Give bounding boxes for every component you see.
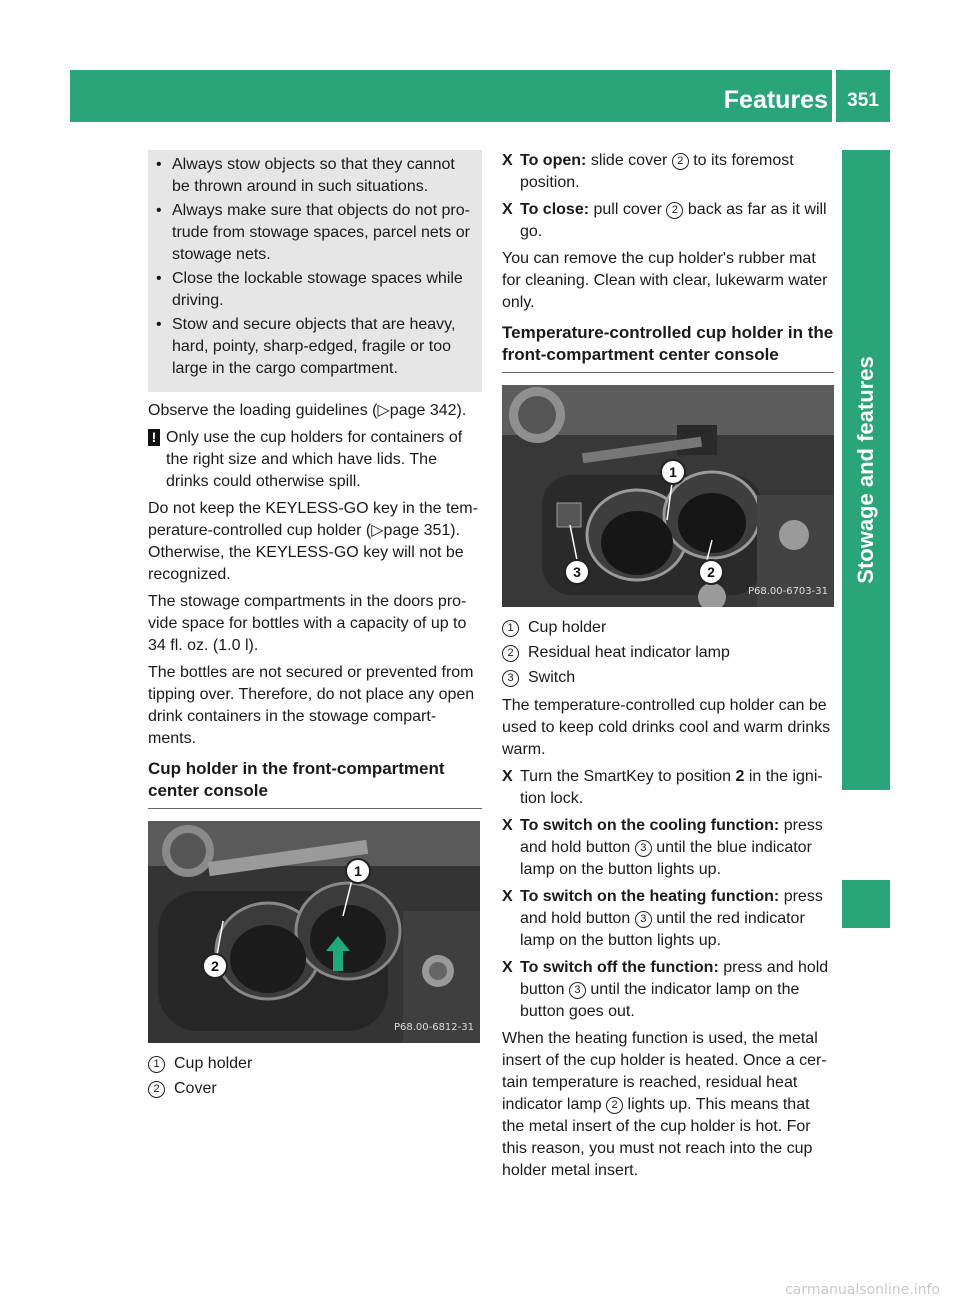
- right-column: [502, 150, 834, 1187]
- step-arrow-icon: X: [502, 768, 513, 785]
- legend-item: 1 Cup holder: [148, 1053, 482, 1075]
- warning-list: [156, 154, 474, 380]
- step-arrow-icon: X: [502, 959, 513, 976]
- page-ref-link[interactable]: page 342: [389, 402, 457, 419]
- chapter-tab-label-wrap: [842, 150, 890, 790]
- chapter-marker: [842, 880, 890, 928]
- watermark: carmanualsonline.info: [785, 1282, 940, 1298]
- legend-item: 3 Switch: [502, 667, 834, 689]
- legend-item: 1 Cup holder: [502, 617, 834, 639]
- cup-holder-photo: [148, 821, 480, 1043]
- page-ref-arrow-icon: ▷: [377, 402, 390, 419]
- heating-warning-text: When the heating function is used, the metal insert of the cup holder is heated. Once a cer- tain temperature is reached, residual heat indicator lamp 2 lights up. This means that the metal insert of the cup holder is hot. For this reason, you must not reach into the cup holder metal insert.: [502, 1030, 827, 1179]
- step-cooling: X To switch on the cooling function: press and hold button 3 until the blue indicator lamp on the button lights up.: [502, 817, 823, 878]
- section-heading: Temperature-controlled cup holder in the front-compartment center console: [502, 322, 834, 373]
- chapter-tab-label: Stowage and features: [853, 356, 878, 584]
- section-title: Features: [723, 86, 828, 114]
- step-switch-off: X To switch off the function: press and hold button 3 until the indicator lamp on the button goes out.: [502, 959, 829, 1020]
- step-arrow-icon: X: [502, 888, 513, 905]
- step-arrow-icon: X: [502, 817, 513, 834]
- step-close: X To close: pull cover 2 back as far as it will go.: [502, 201, 827, 240]
- step-arrow-icon: X: [502, 152, 513, 169]
- temperature-cup-holder-photo: [502, 385, 834, 607]
- callout-3: 3: [564, 559, 590, 585]
- callout-1: 1: [660, 459, 686, 485]
- callout-2: 2: [202, 953, 228, 979]
- warning-item: • Always make sure that objects do not pro- trude from stowage spaces, parcel nets or stowage nets.: [156, 202, 470, 263]
- rubber-mat-text: You can remove the cup holder's rubber mat for cleaning. Clean with clear, lukewarm water only.: [502, 250, 828, 311]
- left-column: [148, 150, 482, 1103]
- image-code: P68.00-6812-31: [393, 1022, 474, 1033]
- callout-1: 1: [345, 858, 371, 884]
- temperature-intro-text: The temperature-controlled cup holder can be used to keep cold drinks cool and warm drinks warm.: [502, 697, 831, 758]
- page-number: 351: [847, 90, 879, 111]
- legend-item: 2 Cover: [148, 1078, 482, 1100]
- step-heating: X To switch on the heating function: press and hold button 3 until the red indicator lamp on the button lights up.: [502, 888, 823, 949]
- warning-item: • Stow and secure objects that are heavy, hard, pointy, sharp-edged, fragile or too large in the cargo compartment.: [156, 316, 456, 377]
- warning-item: • Close the lockable stowage spaces while driving.: [156, 270, 463, 309]
- step-open: X To open: slide cover 2 to its foremost position.: [502, 152, 794, 191]
- bottles-text: The bottles are not secured or prevented from tipping over. Therefore, do not place any open drink containers in the stowage compart- ments.: [148, 664, 475, 747]
- step-arrow-icon: X: [502, 201, 513, 218]
- loading-guidelines-text: Observe the loading guidelines (▷page 342).: [148, 402, 467, 419]
- warning-box: [148, 150, 482, 392]
- exclamation-icon: !: [148, 429, 160, 446]
- keyless-go-text: Do not keep the KEYLESS-GO key in the tem- perature-controlled cup holder (▷page 351). Otherwise, the KEYLESS-GO key will not be recognized.: [148, 500, 478, 583]
- page-ref-link[interactable]: page 351: [383, 522, 451, 539]
- legend-item: 2 Residual heat indicator lamp: [502, 642, 834, 664]
- step-smartkey: X Turn the SmartKey to position 2 in the igni- tion lock.: [502, 768, 823, 807]
- warning-item: • Always stow objects so that they cannot be thrown around in such situations.: [156, 156, 455, 195]
- section-heading: Cup holder in the front-compartment center console: [148, 758, 482, 809]
- door-compartments-text: The stowage compartments in the doors pro- vide space for bottles with a capacity of up to 34 fl. oz. (1.0 l).: [148, 593, 467, 654]
- image-code: P68.00-6703-31: [747, 586, 828, 597]
- cup-holder-note: ! Only use the cup holders for containers of the right size and which have lids. The drinks could otherwise spill.: [148, 427, 482, 493]
- callout-2: 2: [698, 559, 724, 585]
- page-ref-arrow-icon: ▷: [371, 522, 384, 539]
